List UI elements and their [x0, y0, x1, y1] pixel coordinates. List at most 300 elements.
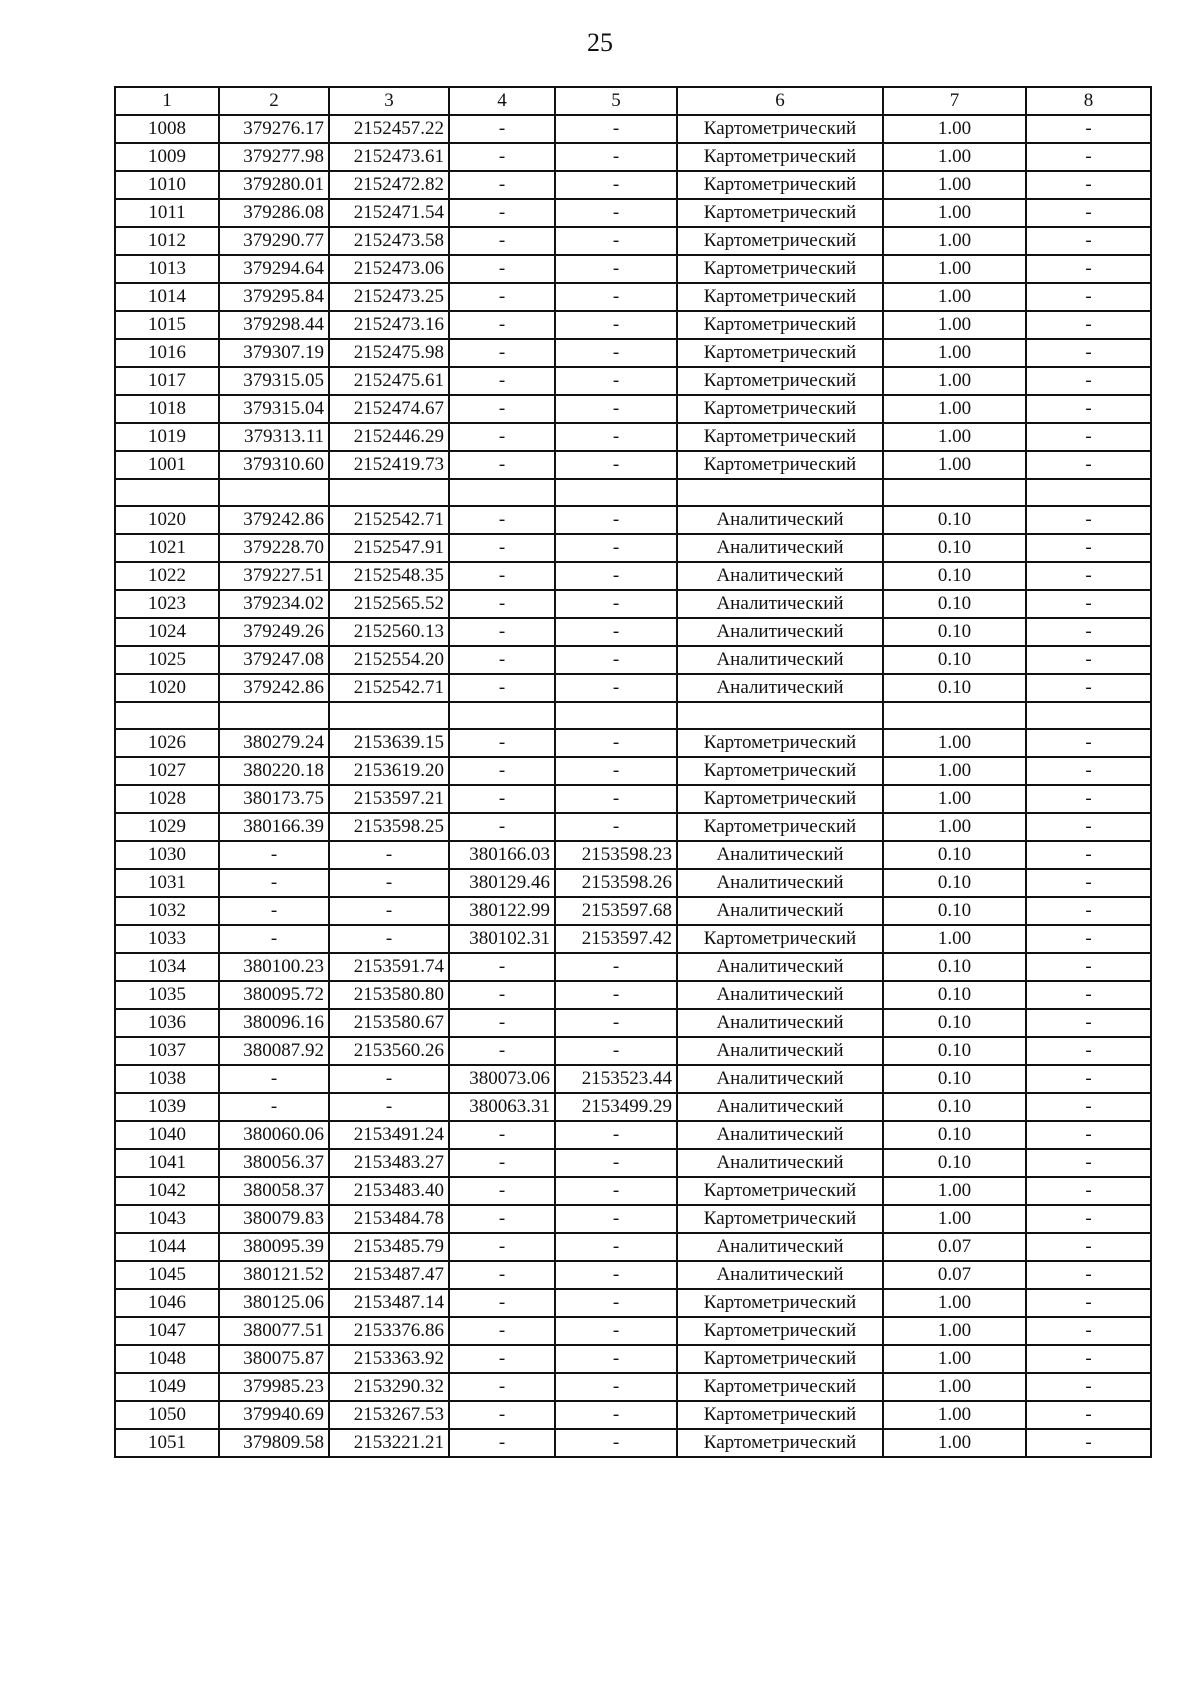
- table-cell: 1.00: [883, 311, 1026, 339]
- table-cell: 2153598.23: [555, 841, 677, 869]
- table-cell: -: [1026, 925, 1151, 953]
- table-cell: -: [449, 115, 555, 143]
- table-cell: -: [449, 1037, 555, 1065]
- table-cell: -: [1026, 953, 1151, 981]
- table-cell: -: [449, 757, 555, 785]
- table-cell: 1029: [115, 813, 219, 841]
- table-cell: 1044: [115, 1233, 219, 1261]
- table-cell: -: [449, 367, 555, 395]
- table-cell: -: [449, 534, 555, 562]
- table-cell: -: [449, 618, 555, 646]
- table-cell: -: [555, 674, 677, 702]
- table-cell: 380079.83: [219, 1205, 329, 1233]
- table-cell: -: [449, 953, 555, 981]
- table-cell: 2153560.26: [329, 1037, 449, 1065]
- table-cell: Аналитический: [677, 869, 883, 897]
- table-cell: Аналитический: [677, 1009, 883, 1037]
- table-cell: 0.07: [883, 1233, 1026, 1261]
- table-cell: -: [449, 451, 555, 479]
- table-cell: 2153363.92: [329, 1345, 449, 1373]
- table-cell: 380100.23: [219, 953, 329, 981]
- table-cell: -: [555, 1261, 677, 1289]
- table-cell: 1046: [115, 1289, 219, 1317]
- table-cell: 1020: [115, 506, 219, 534]
- table-cell: 1.00: [883, 757, 1026, 785]
- table-cell: -: [1026, 1205, 1151, 1233]
- table-cell: -: [555, 1345, 677, 1373]
- table-row: [115, 981, 1151, 1009]
- table-cell: 1018: [115, 395, 219, 423]
- table-cell: -: [1026, 1093, 1151, 1121]
- table-cell: 0.10: [883, 562, 1026, 590]
- table-cell: Картометрический: [677, 395, 883, 423]
- table-cell: 379298.44: [219, 311, 329, 339]
- table-cell: 380129.46: [449, 869, 555, 897]
- table-row: [115, 785, 1151, 813]
- table-cell: 379294.64: [219, 255, 329, 283]
- table-cell: -: [555, 1289, 677, 1317]
- table-row: [115, 646, 1151, 674]
- header-cell: 3: [329, 87, 449, 115]
- table-cell: Картометрический: [677, 255, 883, 283]
- table-cell: Картометрический: [677, 1177, 883, 1205]
- table-cell: Картометрический: [677, 925, 883, 953]
- header-cell: 8: [1026, 87, 1151, 115]
- table-cell: 379242.86: [219, 674, 329, 702]
- table-cell: 2152473.58: [329, 227, 449, 255]
- table-cell: -: [555, 953, 677, 981]
- table-cell: -: [1026, 590, 1151, 618]
- table-cell: Аналитический: [677, 841, 883, 869]
- table-row: [115, 1009, 1151, 1037]
- table-cell: 1.00: [883, 1177, 1026, 1205]
- table-row: [115, 841, 1151, 869]
- table-cell: -: [555, 255, 677, 283]
- table-row: [115, 1317, 1151, 1345]
- table-cell: -: [1026, 757, 1151, 785]
- table-cell: 1010: [115, 171, 219, 199]
- table-row: [115, 1121, 1151, 1149]
- table-cell: -: [1026, 311, 1151, 339]
- table-cell: -: [555, 1205, 677, 1233]
- table-cell: -: [449, 339, 555, 367]
- table-cell: -: [449, 395, 555, 423]
- table-row: [115, 283, 1151, 311]
- table-cell: 0.10: [883, 674, 1026, 702]
- table-cell: Картометрический: [677, 1289, 883, 1317]
- table-cell: -: [449, 1009, 555, 1037]
- table-cell: [449, 479, 555, 506]
- table-cell: 1051: [115, 1429, 219, 1457]
- table-cell: 1.00: [883, 1345, 1026, 1373]
- table-row: [115, 925, 1151, 953]
- table-cell: 0.10: [883, 646, 1026, 674]
- table-cell: 2153290.32: [329, 1373, 449, 1401]
- table-row: [115, 395, 1151, 423]
- table-cell: 2153485.79: [329, 1233, 449, 1261]
- table-cell: -: [555, 562, 677, 590]
- table-row: [115, 618, 1151, 646]
- table-cell: -: [329, 925, 449, 953]
- table-cell: Картометрический: [677, 143, 883, 171]
- table-cell: 2153598.26: [555, 869, 677, 897]
- table-cell: 0.10: [883, 841, 1026, 869]
- table-cell: 1033: [115, 925, 219, 953]
- table-cell: -: [1026, 981, 1151, 1009]
- table-cell: 2153487.47: [329, 1261, 449, 1289]
- table-cell: 1045: [115, 1261, 219, 1289]
- table-row: [115, 1233, 1151, 1261]
- table-cell: -: [1026, 339, 1151, 367]
- table-cell: 2153580.67: [329, 1009, 449, 1037]
- table-cell: 379313.11: [219, 423, 329, 451]
- table-cell: Картометрический: [677, 367, 883, 395]
- table-row: [115, 506, 1151, 534]
- table-cell: -: [449, 1401, 555, 1429]
- table-cell: -: [555, 367, 677, 395]
- table-cell: Аналитический: [677, 1093, 883, 1121]
- table-cell: 1022: [115, 562, 219, 590]
- table-cell: [555, 702, 677, 729]
- table-cell: -: [555, 534, 677, 562]
- table-cell: -: [449, 423, 555, 451]
- table-cell: -: [1026, 1177, 1151, 1205]
- table-cell: -: [1026, 1149, 1151, 1177]
- table-cell: Картометрический: [677, 283, 883, 311]
- table-cell: 1.00: [883, 1429, 1026, 1457]
- table-cell: 1014: [115, 283, 219, 311]
- table-cell: -: [555, 646, 677, 674]
- table-cell: 379228.70: [219, 534, 329, 562]
- table-cell: 1.00: [883, 1205, 1026, 1233]
- table-cell: -: [555, 1429, 677, 1457]
- table-cell: 380121.52: [219, 1261, 329, 1289]
- table-cell: -: [555, 981, 677, 1009]
- table-cell: 380173.75: [219, 785, 329, 813]
- table-cell: 2153639.15: [329, 729, 449, 757]
- table-cell: 1.00: [883, 283, 1026, 311]
- table-cell: -: [555, 729, 677, 757]
- table-cell: 1.00: [883, 143, 1026, 171]
- table-cell: -: [1026, 1345, 1151, 1373]
- table-cell: 2152475.98: [329, 339, 449, 367]
- table-row: [115, 115, 1151, 143]
- table-cell: 379286.08: [219, 199, 329, 227]
- table-row: [115, 953, 1151, 981]
- table-cell: Аналитический: [677, 618, 883, 646]
- table-cell: 2152457.22: [329, 115, 449, 143]
- table-cell: 2152472.82: [329, 171, 449, 199]
- table-cell: -: [555, 171, 677, 199]
- table-cell: Картометрический: [677, 785, 883, 813]
- table-cell: 2153499.29: [555, 1093, 677, 1121]
- table-cell: 2153597.68: [555, 897, 677, 925]
- table-cell: 379276.17: [219, 115, 329, 143]
- table-cell: 1026: [115, 729, 219, 757]
- table-cell: -: [1026, 283, 1151, 311]
- table-cell: 1050: [115, 1401, 219, 1429]
- table-cell: -: [555, 1037, 677, 1065]
- table-cell: 0.10: [883, 534, 1026, 562]
- table-row: [115, 869, 1151, 897]
- table-cell: Картометрический: [677, 729, 883, 757]
- table-cell: -: [555, 1373, 677, 1401]
- table-cell: [219, 702, 329, 729]
- table-cell: Картометрический: [677, 339, 883, 367]
- table-cell: Аналитический: [677, 1065, 883, 1093]
- table-cell: -: [1026, 1037, 1151, 1065]
- table-cell: 1.00: [883, 227, 1026, 255]
- table-cell: -: [329, 1065, 449, 1093]
- table-cell: 2152542.71: [329, 674, 449, 702]
- table-cell: 2152560.13: [329, 618, 449, 646]
- table-row: [115, 562, 1151, 590]
- table-cell: Аналитический: [677, 1261, 883, 1289]
- table-cell: 1023: [115, 590, 219, 618]
- table-cell: Аналитический: [677, 953, 883, 981]
- table-cell: [219, 479, 329, 506]
- table-cell: 379809.58: [219, 1429, 329, 1457]
- table-cell: -: [555, 143, 677, 171]
- table-cell: 2153523.44: [555, 1065, 677, 1093]
- table-cell: -: [555, 1233, 677, 1261]
- table-cell: 2153491.24: [329, 1121, 449, 1149]
- table-cell: 380220.18: [219, 757, 329, 785]
- table-header: [115, 87, 1151, 115]
- table-cell: Картометрический: [677, 1317, 883, 1345]
- table-cell: -: [449, 1261, 555, 1289]
- table-cell: -: [449, 227, 555, 255]
- table-cell: 380063.31: [449, 1093, 555, 1121]
- table-cell: -: [1026, 143, 1151, 171]
- table-cell: -: [555, 311, 677, 339]
- table-cell: -: [1026, 227, 1151, 255]
- table-row: [115, 1037, 1151, 1065]
- table-cell: 1.00: [883, 729, 1026, 757]
- table-cell: -: [449, 981, 555, 1009]
- table-cell: Аналитический: [677, 1121, 883, 1149]
- table-cell: -: [1026, 897, 1151, 925]
- table-cell: 1008: [115, 115, 219, 143]
- table-row: [115, 199, 1151, 227]
- table-cell: -: [449, 1317, 555, 1345]
- table-cell: -: [1026, 1401, 1151, 1429]
- table-cell: -: [555, 1009, 677, 1037]
- table-cell: 379295.84: [219, 283, 329, 311]
- header-row: [115, 87, 1151, 115]
- table-row: [115, 1149, 1151, 1177]
- table-cell: -: [449, 1429, 555, 1457]
- table-row: [115, 1065, 1151, 1093]
- table-cell: Аналитический: [677, 1233, 883, 1261]
- table-cell: Картометрический: [677, 1401, 883, 1429]
- header-cell: 7: [883, 87, 1026, 115]
- table-cell: -: [449, 255, 555, 283]
- table-row: [115, 534, 1151, 562]
- table-row: [115, 729, 1151, 757]
- table-cell: 379277.98: [219, 143, 329, 171]
- table-cell: [1026, 702, 1151, 729]
- table-cell: -: [555, 757, 677, 785]
- table-cell: 2152473.16: [329, 311, 449, 339]
- table-cell: 1001: [115, 451, 219, 479]
- table-cell: 1.00: [883, 1373, 1026, 1401]
- table-cell: 1017: [115, 367, 219, 395]
- table-cell: 2153483.40: [329, 1177, 449, 1205]
- table-cell: -: [1026, 423, 1151, 451]
- table-row: [115, 897, 1151, 925]
- table-cell: -: [219, 869, 329, 897]
- table-cell: 0.10: [883, 1093, 1026, 1121]
- table-cell: 2153598.25: [329, 813, 449, 841]
- table-cell: Картометрический: [677, 423, 883, 451]
- header-cell: 2: [219, 87, 329, 115]
- table-cell: -: [555, 339, 677, 367]
- table-cell: -: [449, 646, 555, 674]
- table-cell: Картометрический: [677, 1429, 883, 1457]
- table-cell: -: [449, 729, 555, 757]
- table-cell: -: [219, 841, 329, 869]
- table-cell: -: [555, 1401, 677, 1429]
- table-cell: 2152473.61: [329, 143, 449, 171]
- table-cell: -: [449, 171, 555, 199]
- table-cell: 0.10: [883, 506, 1026, 534]
- table-cell: Картометрический: [677, 1373, 883, 1401]
- table-cell: -: [449, 311, 555, 339]
- table-cell: -: [449, 1149, 555, 1177]
- table-cell: -: [1026, 506, 1151, 534]
- table-cell: 380122.99: [449, 897, 555, 925]
- table-cell: 1020: [115, 674, 219, 702]
- table-cell: -: [329, 841, 449, 869]
- table-cell: 1047: [115, 1317, 219, 1345]
- table-cell: -: [555, 813, 677, 841]
- table-row: [115, 1093, 1151, 1121]
- table-cell: [677, 479, 883, 506]
- table-row: [115, 702, 1151, 729]
- table-cell: 1.00: [883, 199, 1026, 227]
- table-row: [115, 479, 1151, 506]
- table-cell: 2152475.61: [329, 367, 449, 395]
- table-cell: -: [555, 395, 677, 423]
- table-cell: Картометрический: [677, 757, 883, 785]
- table-cell: -: [555, 506, 677, 534]
- table-cell: 1043: [115, 1205, 219, 1233]
- table-cell: -: [449, 1121, 555, 1149]
- table-cell: 0.10: [883, 1037, 1026, 1065]
- table-cell: [115, 479, 219, 506]
- table-cell: 1.00: [883, 1401, 1026, 1429]
- table-cell: [883, 702, 1026, 729]
- table-cell: 1042: [115, 1177, 219, 1205]
- table-row: [115, 1373, 1151, 1401]
- table-cell: 1.00: [883, 339, 1026, 367]
- table-cell: 1048: [115, 1345, 219, 1373]
- table-cell: 380058.37: [219, 1177, 329, 1205]
- table-row: [115, 311, 1151, 339]
- table-cell: 380095.72: [219, 981, 329, 1009]
- table-cell: -: [1026, 618, 1151, 646]
- table-cell: 380102.31: [449, 925, 555, 953]
- table-cell: -: [1026, 1373, 1151, 1401]
- table-cell: Аналитический: [677, 1149, 883, 1177]
- table-cell: -: [555, 1121, 677, 1149]
- table-cell: -: [449, 1289, 555, 1317]
- table-row: [115, 423, 1151, 451]
- table-cell: -: [449, 785, 555, 813]
- table-cell: 2152473.06: [329, 255, 449, 283]
- table-row: [115, 171, 1151, 199]
- header-cell: 4: [449, 87, 555, 115]
- table-cell: 380075.87: [219, 1345, 329, 1373]
- table-body: [115, 115, 1151, 1457]
- table-cell: 0.10: [883, 1149, 1026, 1177]
- table-cell: 1021: [115, 534, 219, 562]
- table-cell: -: [1026, 1121, 1151, 1149]
- table-cell: -: [219, 1093, 329, 1121]
- table-cell: 0.10: [883, 618, 1026, 646]
- table-cell: 379249.26: [219, 618, 329, 646]
- table-cell: Картометрический: [677, 311, 883, 339]
- table-cell: 380095.39: [219, 1233, 329, 1261]
- header-cell: 1: [115, 87, 219, 115]
- table-cell: -: [1026, 255, 1151, 283]
- table-cell: 2152419.73: [329, 451, 449, 479]
- table-cell: -: [449, 1373, 555, 1401]
- table-cell: [677, 702, 883, 729]
- table-cell: 2153619.20: [329, 757, 449, 785]
- table-cell: 1.00: [883, 171, 1026, 199]
- table-cell: -: [1026, 1289, 1151, 1317]
- table-cell: -: [1026, 451, 1151, 479]
- table-cell: -: [449, 1177, 555, 1205]
- table-cell: 379227.51: [219, 562, 329, 590]
- table-row: [115, 590, 1151, 618]
- table-cell: 0.07: [883, 1261, 1026, 1289]
- table-cell: Картометрический: [677, 451, 883, 479]
- table-cell: 380073.06: [449, 1065, 555, 1093]
- table-cell: 1.00: [883, 1289, 1026, 1317]
- table-row: [115, 1429, 1151, 1457]
- table-cell: -: [449, 590, 555, 618]
- table-cell: -: [555, 283, 677, 311]
- table-cell: -: [449, 562, 555, 590]
- table-cell: -: [449, 143, 555, 171]
- table-row: [115, 451, 1151, 479]
- table-cell: 379280.01: [219, 171, 329, 199]
- header-cell: 5: [555, 87, 677, 115]
- table-cell: -: [449, 1205, 555, 1233]
- table-cell: 380096.16: [219, 1009, 329, 1037]
- table-cell: -: [449, 813, 555, 841]
- table-cell: 1019: [115, 423, 219, 451]
- table-cell: 1.00: [883, 423, 1026, 451]
- table-row: [115, 1261, 1151, 1289]
- table-row: [115, 367, 1151, 395]
- table-cell: Картометрический: [677, 227, 883, 255]
- table-cell: Аналитический: [677, 981, 883, 1009]
- table-cell: 1.00: [883, 395, 1026, 423]
- table-cell: -: [1026, 534, 1151, 562]
- table-cell: -: [449, 1233, 555, 1261]
- table-row: [115, 674, 1151, 702]
- table-cell: 2152542.71: [329, 506, 449, 534]
- table-cell: 0.10: [883, 953, 1026, 981]
- table-cell: -: [555, 227, 677, 255]
- table-cell: -: [555, 1177, 677, 1205]
- table-cell: 2152548.35: [329, 562, 449, 590]
- table-cell: -: [555, 590, 677, 618]
